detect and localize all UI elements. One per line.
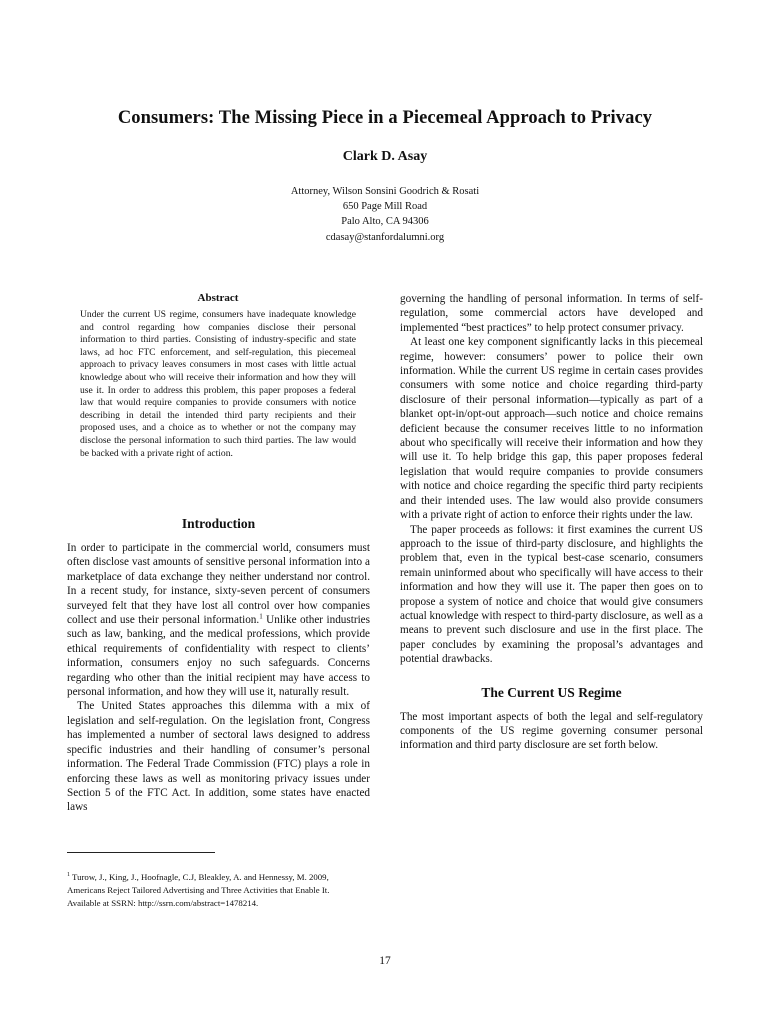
introduction-heading: Introduction <box>181 516 256 531</box>
abstract-heading: Abstract <box>197 292 239 304</box>
affiliation-street: 650 Page Mill Road <box>342 201 428 213</box>
author-affiliation <box>0 184 770 245</box>
affiliation-email: cdasay@stanfordalumni.org <box>325 231 445 243</box>
author-name: Clark D. Asay <box>342 149 428 164</box>
current-us-regime-paragraph: The most important aspects of both the legal and self-regulatory components of the US regime governing consumer personal information and third party disclosure are set forth below. <box>400 710 703 752</box>
paper-title: Consumers: The Missing Piece in a Piecemeal Approach to Privacy <box>117 108 653 128</box>
introduction-paragraph-2: The United States approaches this dilemma with a mix of legislation and self-regulation. On the legislation front, Congress has implemented a number of sectoral laws designed to address specific industries and their handling of consumer’s personal information. The Federal Trade Commission (FTC) plays a role in enforcing these laws as well as monitoring privacy issues under Section 5 of the FTC Act. In addition, some states have enacted laws <box>67 700 370 814</box>
footnote-reference: 1 <box>259 612 263 621</box>
footnote-text: Turow, J., King, J., Hoofnagle, C.J, Bleakley, A. and Hennessy, M. 2009, Americans Reject Tailored Advertising and Three Activities that Enable It. Available at SSRN: http://ssrn.com/abstract=1478214. <box>67 872 330 908</box>
column-two-paragraph-3: The paper proceeds as follows: it first examines the current US approach to the issue of third-party disclosure, and highlights the problem that, even in the typical best-case scenario, consumers remain uninformed about who specifically will have access to their information and how they will use it. The paper then goes on to propose a system of notice and choice that would give consumers actual knowledge with respect to third-party disclosure, as well as a means to prevent such disclosure and use in the first place. The paper concludes by examining the proposal’s advantages and potential drawbacks. <box>400 523 703 666</box>
footnote-divider <box>67 852 215 853</box>
footnote <box>67 871 357 910</box>
column-two-paragraph-1: governing the handling of personal information. In terms of self-regulation, some commercial actors have developed and implemented “best practices” to help protect consumer privacy. <box>400 293 703 334</box>
column-two-paragraph-2: At least one key component significantly lacks in this piecemeal regime, however: consumers’ power to police their own information. While the current US regime in certain cases provides consumers with some notice and choice regarding third-party disclosure of their personal information—typically as part of a blanket opt-in/opt-out approach—such notice and choice remains deficient because the consumer receives little to no information about who specifically will receive their information and how they will use it. To help bridge this gap, this paper proposes federal legislation that would require companies to provide consumers with notice and choice regarding the specific third party recipients and their intended uses. The law would also provide consumers with a private right of action to enforce their rights under the law. <box>400 336 703 522</box>
intro-p1-text: In order to participate in the commercial world, consumers must often disclose vast amounts of sensitive personal information into a marketplace of data exchange they neither understand nor control. In a recent study, for instance, sixty-seven percent of consumers surveyed felt that they have lost all control over how companies collect and use their personal information. <box>67 542 370 627</box>
introduction-paragraph-1 <box>67 541 370 699</box>
abstract-text: Under the current US regime, consumers have inadequate knowledge and control regarding how companies disclose their personal information to third parties. Consisting of industry-specific and state laws, ad hoc FTC enforcement, and self-regulation, this piecemeal approach to privacy leaves consumers in most cases with little actual knowledge about who will receive their information and how they will use it. In order to address this problem, this paper proposes a federal law that would require companies to provide consumers with notice describing in detail the intended third party recipients and their proposed uses, and a choice as to whether or not the company may disclose the personal information to such third parties. The law would be backed with a private right of action. <box>80 309 356 459</box>
affiliation-city: Palo Alto, CA 94306 <box>341 216 429 228</box>
footnote-marker: 1 <box>67 872 70 879</box>
intro-p1-continuation: Unlike other industries such as law, banking, and the medical professions, which provide ethical requirements of confidentiality with respect to clients’ information, consumers enjoy no such safeguards. Concerns regarding who other than the initial recipient may have access to personal information, and how they will use it, naturally result. <box>67 614 370 699</box>
page-number: 17 <box>379 955 391 967</box>
introduction-section <box>67 516 370 815</box>
current-us-regime-heading: The Current US Regime <box>481 684 622 700</box>
abstract-section <box>80 292 356 460</box>
right-column <box>400 292 703 753</box>
affiliation-firm: Attorney, Wilson Sonsini Goodrich & Rosati <box>290 186 480 197</box>
